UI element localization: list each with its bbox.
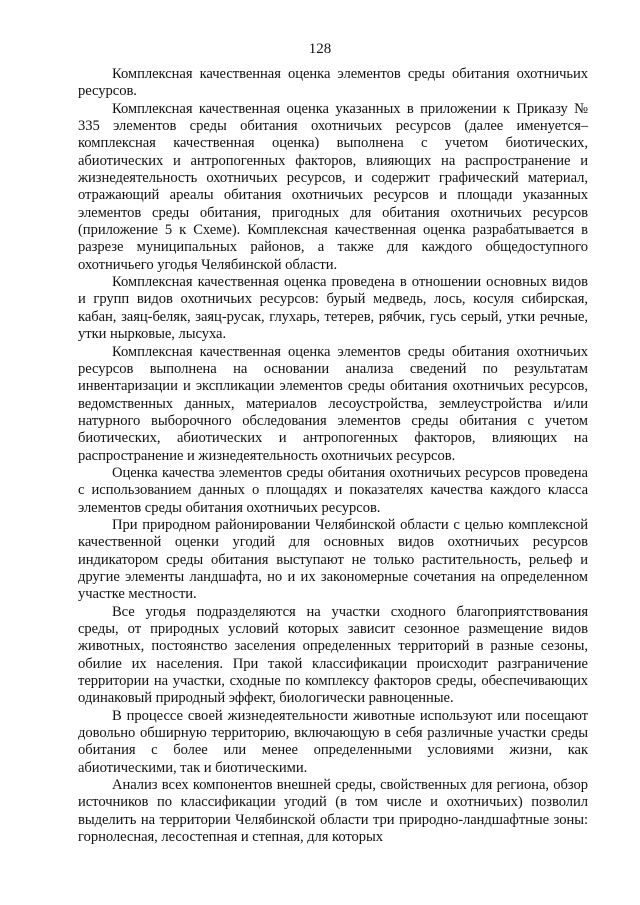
paragraph-1: Комплексная качественная оценка элементов среды обитания охотничьих ресурсов. xyxy=(78,66,588,100)
paragraph-9: Анализ всех компонентов внешней среды, свойственных для региона, обзор источников по классификации угодий (в том числе и охотничьих) позволил выделить на территории Челябинской области три природно-ландшафтные зоны: горнолесная, лесостепная и степная, для которых xyxy=(78,777,588,846)
document-body xyxy=(78,66,588,846)
paragraph-3: Комплексная качественная оценка проведена в отношении основных видов и групп видов охотничьих ресурсов: бурый медведь, лось, косуля сибирская, кабан, заяц-беляк, заяц-русак, глухарь, тетерев, рябчик, гусь серый, утки речные, утки нырковые, лысуха. xyxy=(78,274,588,343)
paragraph-4: Комплексная качественная оценка элементов среды обитания охотничьих ресурсов выполнена на основании анализа сведений по результатам инвентаризации и экспликации элементов среды обитания охотничьих ресурсов, ведомственных данных, материалов лесоустройства, землеустройства и/или натурного выборочного обследования элементов среды обитания с учетом биотических, абиотических и антропогенных факторов, влияющих на распространение и жизнедеятельность охотничьих ресурсов. xyxy=(78,343,588,464)
paragraph-2: Комплексная качественная оценка указанных в приложении к Приказу № 335 элементов среды обитания охотничьих ресурсов (далее именуется– комплексная качественная оценка) выполнена с учетом биотических, абиотических и антропогенных факторов, влияющих на распространение и жизнедеятельность охотничьих ресурсов, и содержит графический материал, отражающий ареалы обитания охотничьих ресурсов и площади указанных элементов среды обитания, пригодных для обитания охотничьих ресурсов (приложение 5 к Схеме). Комплексная качественная оценка разрабатывается в разрезе муниципальных районов, а также для каждого общедоступного охотничьего угодья Челябинской области. xyxy=(78,100,588,273)
paragraph-8: В процессе своей жизнедеятельности животные используют или посещают довольно обширную территорию, включающую в себя различные участки среды обитания с более или менее определенными условиями жизни, как абиотическими, так и биотическими. xyxy=(78,707,588,776)
paragraph-5: Оценка качества элементов среды обитания охотничьих ресурсов проведена с использованием данных о площадях и показателях качества каждого класса элементов среды обитания охотничьих ресурсов. xyxy=(78,464,588,516)
paragraph-7: Все угодья подразделяются на участки сходного благоприятствования среды, от природных условий которых зависит сезонное размещение видов животных, постоянство заселения определенных территорий в разные сезоны, обилие их населения. При такой классификации происходит разграничение территории на участки, сходные по комплексу факторов среды, обеспечивающих одинаковый природный эффект, биологически равноценные. xyxy=(78,603,588,707)
paragraph-6: При природном районировании Челябинской области с целью комплексной качественной оценки угодий для основных видов охотничьих ресурсов индикатором среды обитания выступают не только растительность, рельеф и другие элементы ландшафта, но и их закономерные сочетания на определенном участке местности. xyxy=(78,516,588,603)
page-number: 128 xyxy=(308,41,332,57)
